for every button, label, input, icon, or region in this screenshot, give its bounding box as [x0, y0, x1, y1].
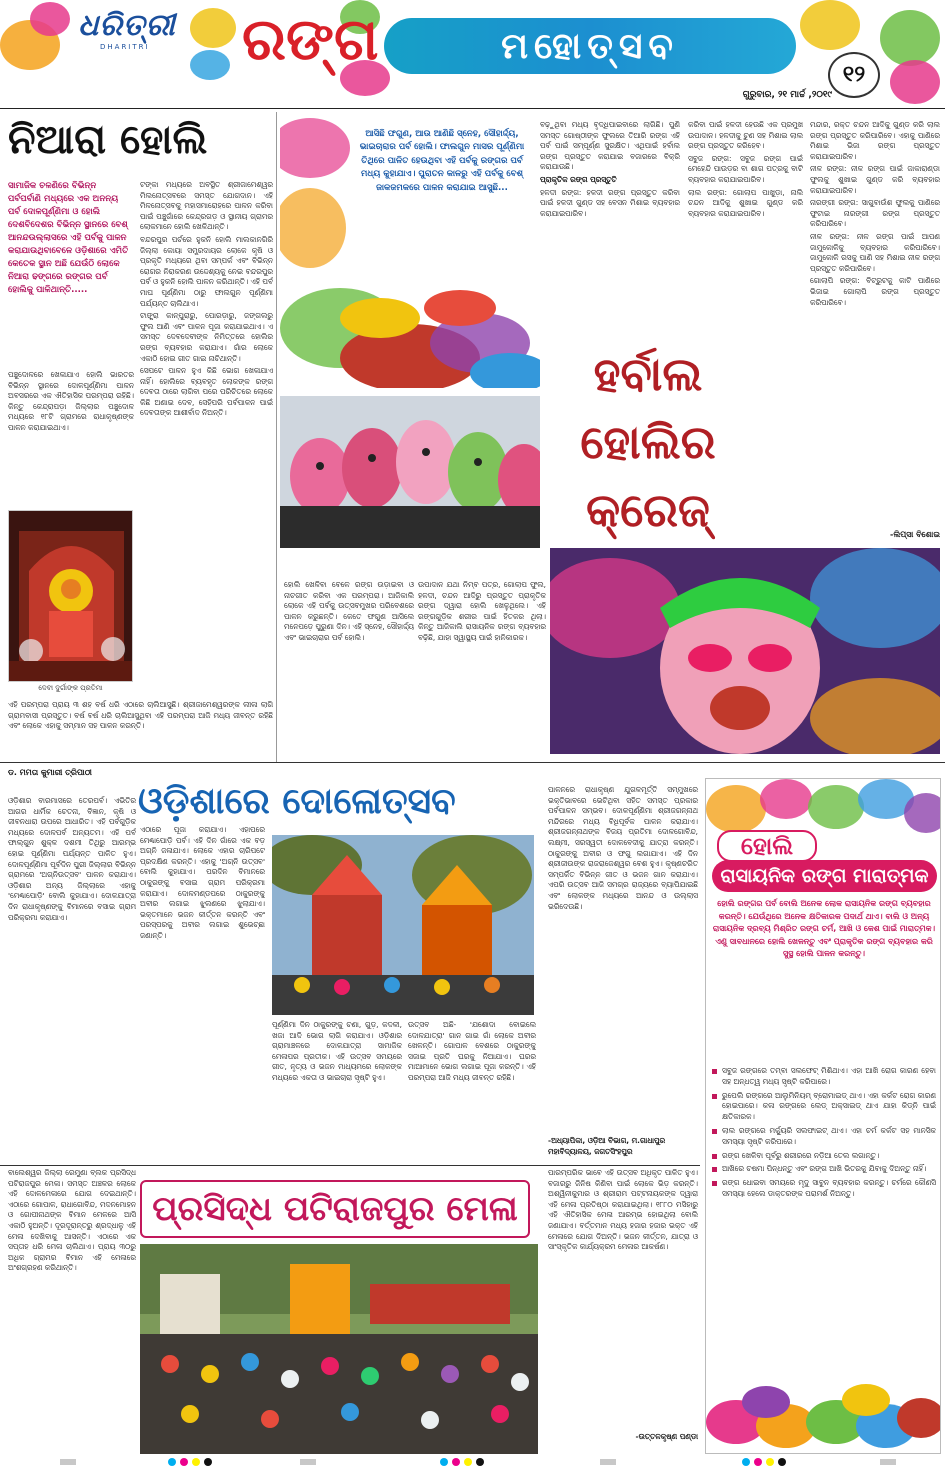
- page-number: ୧୨: [828, 52, 880, 98]
- yellow-mark: [192, 1458, 200, 1466]
- paragraph: ସବୁଜ ରଙ୍ଗ: ସବୁଜ ରଙ୍ଗ ପାଇଁ ମେହେନ୍ଦି ପାଉଡ଼ର ବା ଶାଗ ପତ୍ରକୁ ବାଟି ବ୍ୟବହାର କରାଯାଇପାରିବ।: [688, 153, 803, 184]
- feature-column-1: [540, 120, 680, 340]
- list-item: ରୁପେଲି ରଙ୍ଗରେ ଆଲୁମିନିୟମ୍ ବ୍ରୋମାଇଡ୍ ଥାଏ। ଏହା କର୍କଟ ରୋଗ କାରଣ ହୋଇପାରେ। କଳା ରଙ୍ଗରେ ଲେଡ୍ ଅକ୍ସାଇଡ୍ ଥାଏ ଯାହା କିଡ୍‌ନି ପାଇଁ କ୍ଷତିକାରକ।: [712, 1091, 936, 1123]
- mela-column-1: ବାଲେଶ୍ୱର ଜିଲ୍ଲା ରେମୁଣା ବ୍ଲକ ପ୍ରସିଦ୍ଧ ପଟିରାଜପୁର ମେଳା। ସମସ୍ତ ଅଞ୍ଚଳର ଲୋକେ ଏହି ଦୋଳମେଳାରେ ଯୋଗ ଦେଇଥାନ୍ତି। ଏଠାରେ ଗୋପାଳ, ରାଧାଗୋବିନ୍ଦ, ମଦନମୋହନ ଓ ଗୋପୀନାଥଙ୍କ ବିମାନ ମେଳରେ ଆସି ଏକାଠି ହୁଅନ୍ତି। ଦୂରଦୂରାନ୍ତରୁ ଶ୍ରଦ୍ଧାଳୁ ଏହି ମେଳା ଦେଖିବାକୁ ଆସନ୍ତି। ଏଠାରେ ଏକ ସପ୍ତାହ ଧରି ମେଳା ଚାଲିଥାଏ। ପ୍ରାୟ ୩୦ରୁ ଅଧିକ ଗ୍ରାମର ବିମାନ ଏହି ମେଳାରେ ଅଂଶଗ୍ରହଣ କରିଥାନ୍ତି।: [8, 1168, 136, 1273]
- color-splash: [30, 2, 70, 36]
- photo-caption: ଦେବୀ ଦୁର୍ଗାଙ୍କ ପ୍ରତିମା: [38, 684, 103, 692]
- paragraph: ନୀଳ ରଙ୍ଗ: ନୀଳ ରଙ୍ଗ ପାଇଁ ଆପଣ ଜାମୁକୋଳିକୁ ବ୍ୟବହାର କରିପାରିବେ। ଜାମୁକୋଳି ରସକୁ ପାଣି ସହ ମିଶାଇ ନୀଳ ରଙ୍ଗ ପ୍ରସ୍ତୁତ କରିପାରିବେ।: [810, 231, 940, 273]
- subheading: ପ୍ରାକୃତିକ ରଙ୍ଗ ପ୍ରସ୍ତୁତି: [540, 174, 617, 184]
- feature-column-3: [810, 120, 940, 544]
- black-mark: [204, 1458, 212, 1466]
- feature-author: -ଲିପ୍ସା ବିଶୋଇ: [890, 530, 940, 539]
- odisha-column-5: ପାଳନରେ ରାଧାକୃଷ୍ଣ ଯୁଗଳମୂର୍ତ୍ତି ସମ୍ମୁଖରେ ଭକ୍ତିଭାବରେ ଭେଟିଥିବା ସହିତ ସମସ୍ତ ପ୍ରକାର ପର୍ବପାଳନ ସମ୍ଭବ। ଦୋଳପୂର୍ଣ୍ଣିମା ଶ୍ରୀଜଗନ୍ନାଥ ମନ୍ଦିରରେ ମଧ୍ୟ ବିଧିପୂର୍ବକ ପାଳନ କରାଯାଏ। ଶ୍ରୀଜଗନ୍ନାଥଙ୍କ ବିଜୟ ପ୍ରତିମା ଦୋଳଗୋବିନ୍ଦ, ଲକ୍ଷ୍ମୀ, ସରସ୍ୱତୀ ଦୋଳବେଦୀକୁ ଯାତ୍ରା କରନ୍ତି। ଠାକୁରଙ୍କୁ ଅବୀର ଓ ଫଗୁ ଲଗାଯାଏ। ଏହି ଦିନ ଶ୍ରୀଜୀଉଙ୍କ ରାଜରାଜେଶ୍ୱର ବେଶ ହୁଏ। କୃଷ୍ଣଚରିତ ସମ୍ପର୍କିତ ବିଭିନ୍ନ ଗୀତ ଓ ଭଜନ ଗାନ କରାଯାଏ। ଏପରି ଉତ୍ସବ ଆଜି ସମଗ୍ର ରାଜ୍ୟରେ ବ୍ୟାପିଯାଇଛି ଏବଂ ଲୋକଙ୍କ ମଧ୍ୟରେ ଆନନ୍ଦ ଓ ଉଲ୍ଲାସ ଭରିଦେଉଛି।: [548, 785, 698, 911]
- paragraph: ଟାଙ୍ଗ୍ରା କାନ୍‌ପୁରାରୁ, ପୋରଡ଼ାରୁ, ଜଙ୍ଗଲରୁ ଫୁଲ ଆଣି ଏବଂ ପାଳନ ପୂଜା କରାଯାଇଥାଏ। ଏ ସମସ୍ତ ଦେବଦେବୀଙ୍କ ନିମିତ୍ତରେ ହୋଲିର ରଙ୍ଗ ବ୍ୟବହାର କରାଯାଏ। ଗାଁର ଲୋକେ ଏକାଠି ହୋଇ ଗୀତ ଗାଇ ନାଚିଥାନ୍ତି।: [140, 311, 273, 363]
- cyan-mark: [168, 1458, 176, 1466]
- masthead-divider: [0, 108, 945, 109]
- list-item: ସବୁଜ ରଙ୍ଗରେ ତମ୍ବା ସଲଫେଟ୍ ମିଶିଥାଏ। ଏହା ଆଖି ରୋଗ କାରଣ ହେବା ସହ ଅନ୍ଧତ୍ୱ ମଧ୍ୟ ସୃଷ୍ଟି କରିପାରେ।: [712, 1066, 936, 1088]
- paragraph: ଗୋଲାପି ରଙ୍ଗ: ବିଟ୍‌ରୁଟକୁ କାଟି ପାଣିରେ ଭିଜାଇ ଗୋଲାପି ରଙ୍ଗ ପ୍ରସ୍ତୁତ କରିପାରିବେ।: [810, 276, 940, 307]
- paragraph: ସେପଟେ ପାଳନ ହୁଏ କିଛି ଭୋଗ ଖେଳାଯାଏ ନାହିଁ। ହୋଲିରେ ବ୍ୟବହୃତ ଲୋକଙ୍କ ରଙ୍ଗ ଦେବତା ଠାରେ ଲାଗିବା ପରେ ପରିଚିତରେ ଲୋକେ କିଛି ଅଣାଇ ଦେବ, ସେହିପରି ପର୍ବପାଳନ ପାଇଁ ଦେବତାଙ୍କ ଆଶୀର୍ବାଦ ନିଅନ୍ତି।: [140, 366, 273, 418]
- registration-bar: [600, 1459, 616, 1465]
- paragraph: ଓଡ଼ିଶାର ବାରମାସରେ ତେରପର୍ବ। ଏଭିତିର ଆଗର ଧାର୍ମିକ ଚେତନା, ବିଜ୍ଞାନ, କୃଷି ଓ ଜୀବନଧାରା ଉପରେ ଆଧାରିତ। ଏହି ପର୍ବଗୁଡ଼ିକ ମଧ୍ୟରେ ଦୋଳପର୍ବ ଅନ୍ୟତମ। ଏହି ପର୍ବ ଫାଲ୍‌ଗୁନ ଶୁକ୍ଳ ଦଶମୀ ତିଥିରୁ ଆରମ୍ଭ ହୋଇ ପୂର୍ଣ୍ଣିମା ପର୍ଯ୍ୟନ୍ତ ପାଳିତ ହୁଏ। ଦୋଳପୂର୍ଣ୍ଣିମା ପୂର୍ବଦିନ ପୁରୀ ଜିଲ୍ଲାର ବିଭିନ୍ନ ଗ୍ରାମରେ 'ଅଗ୍ନିଉତ୍ସବ' ପାଳନ କରାଯାଏ। ଓଡ଼ିଶାର ଅନ୍ୟ ଜିଲ୍ଲାରେ ଏହାକୁ 'ମେଣ୍ଢାପୋଡ଼ି' ବୋଲି କୁହାଯାଏ। ଦୋଳଯାତ୍ରା ଦିନ ରାଧାକୃଷ୍ଣଙ୍କୁ ବିମାନରେ ବସାଇ ଗ୍ରାମ ପରିକ୍ରମା କରାଯାଏ।: [8, 796, 136, 922]
- headline-line: ହର୍ବାଲ: [593, 347, 703, 401]
- black-mark: [476, 1458, 484, 1466]
- paragraph: ବନ୍ଦରପୁର ପର୍ଚରେ ହୁକନି ହୋଲି ମାଲକାନଗିରି ଜିଲ୍ଲା କୋୟା ସମ୍ପ୍ରଦାୟର ଲୋକେ କୃଷି ଓ ପ୍ରକୃତି ମଧ୍ୟରେ ଥିବା ସମ୍ପର୍କ ଏବଂ ବିଭିନ୍ନ ରୋଗର ନିରାକରଣ ଉଦ୍ଦେଶ୍ୟକୁ ନେଇ ବନ୍ଦରପୁର ପର୍ବ ଓ ହୁକନି ହୋଲି ପାଳନ କରିଥାନ୍ତି। ଏହି ପର୍ବ ମାଘ ପୂର୍ଣ୍ଣିମା ଠାରୁ ଫାଲଗୁନ ପୂର୍ଣ୍ଣିମା ପର୍ଯ୍ୟନ୍ତ ଚାଲିଥାଏ।: [140, 234, 273, 308]
- odisha-author: -ଅଧ୍ୟାପିକା, ଓଡ଼ିଆ ବିଭାଗ, ମ.ଗାଧାପୁର ମହାବିଦ୍ୟାଳୟ, ଜଗତସିଂହପୁର: [548, 1136, 666, 1156]
- registration-bar: [60, 1459, 76, 1465]
- feature-intro: ଆସିଛି ଫଗୁଣ, ଆଉ ଆଣିଛି ସ୍ନେହ, ସୌହାର୍ଦ୍ଦ୍ୟ, ଭାଇଚାରାର ପର୍ବ ହୋଲି। ଫାଲଗୁନ ମାସର ପୂର୍ଣ୍ଣିମା ତିଥିରେ ପାଳିତ ହେଉଥିବା ଏହି ପର୍ବକୁ ରଙ୍ଗର ପର୍ବ ମଧ୍ୟ କୁହାଯାଏ। ପୁରାତନ କାଳରୁ ଏହି ପର୍ବକୁ ବେଶ୍ ଜାକଜମକରେ ପାଳନ କରାଯାଇ ଆସୁଛି...: [359, 129, 525, 193]
- masthead-rang: ରଙ୍ଗ: [242, 5, 379, 73]
- color-splash: [890, 60, 940, 104]
- cyan-mark: [440, 1458, 448, 1466]
- registration-bar: [880, 1459, 896, 1465]
- section-divider: [0, 762, 945, 763]
- chem-heading: ରାସାୟନିକ ରଙ୍ଗ ମାରାତ୍ମକ: [712, 860, 937, 892]
- feature-bottom-column-1: ହୋଲି ଖେଳିବା ବେଳେ ରଙ୍ଗ ଉଡ଼ାଇବା ଓ ନାଚଗୀତ କରିବା ଏକ ପରମ୍ପରା। ଆଜିକାଲି ଲୋକେ ଏହି ପର୍ବକୁ ଉତ୍ସବମୁଖର ପରିବେଶରେ ପାଳନ କରୁଛନ୍ତି। କେତେ ଫଗୁଣ ଆସିଲେ ମନେପଡ଼େ ପୁରୁଣା ଦିନ। ଏହି ସ୍ନେହ, ସୌହାର୍ଦ୍ଦ୍ୟ ଏବଂ ଭାଇଚାରାର ପର୍ବ ହୋଲି।: [284, 580, 414, 642]
- magenta-mark: [754, 1458, 762, 1466]
- dateline: ଗୁରୁବାର, ୨୧ ମାର୍ଚ୍ଚ ,୨୦୧୯: [742, 90, 832, 100]
- feature-column-2: [688, 120, 803, 350]
- chem-intro: ହୋଲି ରଙ୍ଗର ପର୍ବ ବୋଲି ଅନେକ ଲୋକ ରାସାୟନିକ ରଙ୍ଗ ବ୍ୟବହାର କରନ୍ତି। ଯେଉଁଥିରେ ଅନେକ କ୍ଷତିକାରକ ପଦାର୍ଥ ଥାଏ। ବାଲି ଓ ଅନ୍ୟ ରାସାୟନିକ ଦ୍ରବ୍ୟ ମିଶ୍ରିତ ରଙ୍ଗ ଚର୍ମ, ଆଖି ଓ କେଶ ପାଇଁ ମାରାତ୍ମକ। ଏଣୁ ସାବଧାନରେ ହୋଲି ଖେଳନ୍ତୁ ଏବଂ ପ୍ରାକୃତିକ ରଙ୍ଗ ବ୍ୟବହାର କରି ସୁସ୍ଥ ହୋଲି ପାଳନ କରନ୍ତୁ।: [712, 899, 936, 959]
- color-powder-photo: [706, 1352, 940, 1452]
- logo-subtitle: DHARITRI: [100, 43, 150, 51]
- temple-idol-photo: [8, 510, 133, 682]
- chem-heading-holi: ହୋଲି: [717, 830, 817, 862]
- list-item: ଆଖିରେ ଚଷମା ପିନ୍ଧନ୍ତୁ ଏବଂ ରଙ୍ଗ ଆଖି ଭିତରକୁ ଯିବାକୁ ଦିଅନ୍ତୁ ନାହିଁ।: [712, 1164, 936, 1175]
- odisha-byline: ଡ. ମମତା କୁମାରୀ ତ୍ରିପାଠୀ: [8, 768, 92, 777]
- list-item: ଲାଲ ରଙ୍ଗରେ ମର୍କ୍ୟୁରି ସଲଫାଇଟ୍ ଥାଏ। ଏହା ଚର୍ମ କର୍କଟ ସହ ମାନସିକ ସମସ୍ୟା ସୃଷ୍ଟି କରିପାରେ।: [712, 1126, 936, 1148]
- registration-bar: [300, 1459, 316, 1465]
- column-divider: [276, 112, 277, 762]
- odisha-column-2: ଏଠାରେ ପୂଜା କରାଯାଏ। ଏହାପରେ ମେଣ୍ଢାପୋଡ଼ି ପର୍ବ। ଏହି ଦିନ ଗାଁରେ ଏକ ବଡ଼ ଅଗ୍ନି ଜଳାଯାଏ। ଲୋକେ ଏହାର ଚାରିପଟେ ପ୍ରଦକ୍ଷିଣ କରନ୍ତି। ଏହାକୁ 'ଅଗ୍ନି ଉତ୍ସବ' ବୋଲି କୁହାଯାଏ। ପରଦିନ ବିମାନରେ ଠାକୁରଙ୍କୁ ବସାଇ ଗ୍ରାମ ପରିକ୍ରମା କରାଯାଏ। ଦୋଳମଣ୍ଡପରେ ଠାକୁରଙ୍କୁ ଅବୀର ଲଗାଇ ଝୁଲଣରେ ଝୁଲାଯାଏ। ଭକ୍ତମାନେ ଭଜନ କୀର୍ତ୍ତନ କରନ୍ତି ଏବଂ ପରସ୍ପରକୁ ଅବୀର ଲଗାଇ ଶୁଭେଚ୍ଛା ଜଣାନ୍ତି।: [140, 825, 265, 940]
- mela-headline: ପ୍ରସିଦ୍ଧ ପଟିରାଜପୁର ମେଳା: [140, 1180, 530, 1238]
- headline-line: ହୋଲିର: [580, 415, 716, 469]
- mela-crowd-photo: [140, 1244, 538, 1454]
- lead-bottom-paragraph: ଏହି ପରମ୍ପରା ପ୍ରାୟ ୩ ଶହ ବର୍ଷ ଧରି ଏଠାରେ ଚାଲିଆସୁଛି। ଶ୍ରୀଜାମେଶ୍ୱରଙ୍କ ଲୀଳା ଲାଗି ଗ୍ରାମବାସୀ ପ୍ରସ୍ତୁତ। ବର୍ଷ ବର୍ଷ ଧରି ଚାଲିଆସୁଥିବା ଏହି ପରମ୍ପରା ଆଜି ମଧ୍ୟ ଜୀବନ୍ତ ରହିଛି ଏବଂ ଲୋକେ ଏହାକୁ ସମ୍ମାନ ସହ ପାଳନ କରନ୍ତି।: [8, 700, 273, 731]
- section-divider: [0, 1165, 700, 1166]
- mela-column-2: ପାରମ୍ପରିକ ଭାବେ ଏହି ଉତ୍ସବ ଅଧିକୃତ ପାଳିତ ହୁଏ। ବଜାରରୁ ଜିନିଷ କିଣିବା ପାଇଁ ଲୋକେ ଭିଡ଼ କରନ୍ତି। ଅଶ୍ୱିନୀକୁମାର ଓ ଶ୍ରୀରାମ ପଟ୍ଟନାୟକଙ୍କ ଦ୍ୱାରା ଏହି ମେଳା ପ୍ରତିଷ୍ଠା କରାଯାଇଥିଲା। ୧୮୮୦ ମସିହାରୁ ଏହି ଐତିହାସିକ ମେଳା ଆରମ୍ଭ ହୋଇଥିଲା ବୋଲି ଜଣାଯାଏ। ବର୍ତ୍ତମାନ ମଧ୍ୟ ହଜାର ହଜାର ଭକ୍ତ ଏହି ମେଳାରେ ଯୋଗ ଦିଅନ୍ତି। ଭଜନ କୀର୍ତ୍ତନ, ଯାତ୍ରା ଓ ସାଂସ୍କୃତିକ କାର୍ଯ୍ୟକ୍ରମ ମେଳାର ଆକର୍ଷଣ।: [548, 1168, 698, 1252]
- mela-author: -ଉତ୍ତଳକୃଷ୍ଣ ପଣ୍ଡା: [635, 1432, 698, 1441]
- lead-body-column-1: [8, 370, 134, 500]
- paragraph: ନୀଳ ରଙ୍ଗ: ନୀଳ ରଙ୍ଗ ପାଇଁ ଜାକାରାଣ୍ଡା ଫୁଲକୁ ଶୁଖାଇ ଗୁଣ୍ଡ କରି ବ୍ୟବହାର କରାଯାଇପାରିବ।: [810, 164, 940, 195]
- chem-bullet-list: [712, 1066, 936, 1356]
- print-registration-strip: [0, 1456, 945, 1468]
- paragraph: କରିବା ପାଇଁ ହଳଦୀ ହେଉଛି ଏକ ପ୍ରମୁଖ ଉପାଦାନ। ହଳଦୀକୁ ଚୁଣ ସହ ମିଶାଇ ଲାଲ ରଙ୍ଗ ପ୍ରସ୍ତୁତ କରିହେବ।: [688, 120, 803, 151]
- lead-headline: ନିଆରା ହୋଲି: [8, 116, 208, 163]
- color-splash: [880, 10, 940, 66]
- odisha-headline: ଓଡ଼ିଶାରେ ଦୋଳୋତ୍ସବ: [138, 780, 456, 822]
- masthead: [0, 0, 945, 108]
- cyan-mark: [742, 1458, 750, 1466]
- paragraph: ଲାଲ ରଙ୍ଗ: ଗୋଲାପ ପାଖୁଡ଼ା, ନାଲି ଚନ୍ଦନ ଆଦିକୁ ଶୁଖାଇ ଗୁଣ୍ଡ କରି ବ୍ୟବହାର କରାଯାଇପାରିବ।: [688, 187, 803, 218]
- lead-body-column-2: [140, 180, 273, 680]
- color-splash: [800, 0, 860, 50]
- color-splash: [190, 50, 230, 80]
- paragraph: ପଞ୍ଚୁଦୋଳରେ ଖେଳାଯାଏ ହୋଲି ଭାରତର ବିଭିନ୍ନ ସ୍ଥାନରେ ଦୋଳପୂର୍ଣ୍ଣିମା ପାଳନ ଅବସରରେ ଏକ ଐତିହାସିକ ପରମ୍ପରା ରହିଛି। କିନ୍ତୁ କେନ୍ଦ୍ରାପଡ଼ା ଜିଲ୍ଲାର ପଞ୍ଚୁଦୋଳ ମଧ୍ୟରେ ୧୮ଟି ଗ୍ରାମରେ ରାଧାକୃଷ୍ଣଙ୍କ ପାଳନ କରାଯାଇଥାଏ।: [8, 370, 134, 432]
- black-mark: [778, 1458, 786, 1466]
- logo-text: ଧରିତ୍ରୀ: [78, 8, 176, 43]
- paragraph: ହଳଦୀ ରଙ୍ଗ: ହଳଦୀ ରଙ୍ଗ ପ୍ରସ୍ତୁତ କରିବା ପାଇଁ ହଳଦୀ ଗୁଣ୍ଡ ସହ ବେସନ ମିଶାଇ ବ୍ୟବହାର କରାଯାଇପାରିବ।: [540, 187, 680, 218]
- list-item: ରଙ୍ଗ ଖେଳିବା ପୂର୍ବରୁ ଶରୀରରେ ନଡ଼ିଆ ତେଲ ଲଗାନ୍ତୁ।: [712, 1151, 936, 1162]
- odisha-column-4: ଉତ୍ସବ ଅଛି- 'ଯଶୋଦା ବୋଇଲେ ଦୋଳଯାତ୍ରା' ଗାନ ଗାଇ ଗାଁ ଲୋକେ ଅବୀର ଖେଳନ୍ତି। ଗୋପାଳ ବେଶରେ ଠାକୁରଙ୍କୁ ସଜାଇ ପ୍ରତି ଘରକୁ ନିଆଯାଏ। ଘରର ମାଆମାନେ ଭୋଗ ଲଗାଇ ପୂଜା କରନ୍ତି। ଏହି ପରମ୍ପରା ଆଜି ମଧ୍ୟ ଜୀବନ୍ତ ରହିଛି।: [408, 1020, 536, 1082]
- list-item: ରଙ୍ଗ ଧୋଇବା ସମୟରେ ମୃଦୁ ସାବୁନ ବ୍ୟବହାର କରନ୍ତୁ। ଚର୍ମରେ କୌଣସି ସମସ୍ୟା ହେଲେ ଡାକ୍ତରଙ୍କ ପରାମର୍ଶ ନିଅନ୍ତୁ।: [712, 1178, 936, 1200]
- paragraph: ନାରଙ୍ଗୀ ରଙ୍ଗ: ସାଗୁବାଉଁଶ ଫୁଲକୁ ପାଣିରେ ଫୁଟାଇ ନାରଙ୍ଗୀ ରଙ୍ଗ ପ୍ରସ୍ତୁତ କରିପାରିବେ।: [810, 198, 940, 229]
- yellow-mark: [766, 1458, 774, 1466]
- newspaper-logo[interactable]: [78, 8, 178, 66]
- lead-intro: ସାମାଜିକ ଚଳଣିରେ ବିଭିନ୍ନ ପର୍ବପର୍ବାଣି ମଧ୍ୟରେ ଏକ ଅନନ୍ୟ ପର୍ବ ଦୋଳପୂର୍ଣ୍ଣିମା ଓ ହୋଲି ଦେଶବିଦେଶର ବିଭିନ୍ନ ସ୍ଥାନରେ ବେଶ୍ ଆନନ୍ଦଉଲ୍ଲାସରେ ଏହି ପର୍ବକୁ ପାଳନ କରାଯାଉଥିବାବେଳେ ଓଡ଼ିଶାରେ ଏମିତି କେତେକ ସ୍ଥାନ ଅଛି ଯେଉଁଠି ଲୋକେ ନିଆରା ଢଙ୍ଗରେ ରଙ୍ଗର ପର୍ବ ହୋଲିକୁ ପାଳିଥାନ୍ତି.....: [8, 181, 129, 295]
- magenta-mark: [452, 1458, 460, 1466]
- feature-headline: [548, 340, 748, 546]
- headline-line: କ୍ରେଜ୍: [586, 483, 710, 537]
- paragraph: ଟଙ୍କା ମଧ୍ୟରେ ଅବସ୍ଥିତ ଶ୍ରୀଜାମେଶ୍ୱର ମିଲନୋତ୍ସବରେ ସମସ୍ତ ଯୋଗଦାନ। ଏହି ମିଳନୋତ୍ସବକୁ ମହାସମାରୋହରେ ପାଳନ କରିବା ପାଇଁ ପଞ୍ଚୁଗାଁରେ କେନ୍ଦ୍ରଗଡ଼ ଓ ସ୍ଥାନୀୟ ଗ୍ରାମର ଲୋକମାନେ ହୋଲି ଖେଳିଥାନ୍ତି।: [140, 180, 273, 232]
- woman-celebrating-photo: [550, 548, 940, 754]
- color-splash: [190, 8, 236, 48]
- masthead-title: ମହୋତ୍ସବ: [384, 18, 796, 74]
- chariot-photo: [272, 835, 534, 1015]
- odisha-column-3: ପୂର୍ଣ୍ଣିମା ଦିନ ଠାକୁରଙ୍କୁ ଚଣା, ଗୁଡ଼, କଦଳୀ, ଖଜା ଆଦି ଭୋଗ ଲାଗି କରାଯାଏ। ଓଡ଼ିଶାର ଗ୍ରାମାଞ୍ଚଳରେ ଦୋଳଯାତ୍ରା ସାମାଜିକ ମେଳାପର ପ୍ରତୀକ। ଏହି ଉତ୍ସବ ସମୟରେ ଗୀତ, ନୃତ୍ୟ ଓ ଭଜନ ମାଧ୍ୟମରେ ଲୋକଙ୍କ ମଧ୍ୟରେ ଏକତା ଓ ଭାଇଚାରା ସୃଷ୍ଟି ହୁଏ।: [272, 1020, 402, 1082]
- girls-holi-photo: [280, 396, 540, 548]
- yellow-mark: [464, 1458, 472, 1466]
- paragraph: ବଢ଼ୁଥିବା ମଧ୍ୟ ବୃଦ୍ଧିପାଇବାରେ ଲାଗିଛି। ପୁଣି ସମସ୍ତ ଗୋଷ୍ଠୀଙ୍କ ଫୁଲରେ ତିଆରି ରଙ୍ଗ ଏହି ପର୍ବ ପାଇଁ ସମ୍ପୂର୍ଣ୍ଣ ସୁରକ୍ଷିତ। ଏଥିପାଇଁ ହର୍ବାଲ ରଙ୍ଗ ପ୍ରସ୍ତୁତ କରାଯାଇ ବଜାରରେ ବିକ୍ରି କରାଯାଉଛି।: [540, 120, 680, 172]
- magenta-mark: [180, 1458, 188, 1466]
- feature-bottom-column-2: ଉପାଦାନ ଯଥା ନିମ୍ବ ପତ୍ର, ଗୋଲାପ ଫୁଲ, ହଳଦୀ, ଚନ୍ଦନ ଆଦିରୁ ପ୍ରସ୍ତୁତ ପ୍ରାକୃତିକ ରଙ୍ଗ ଦ୍ୱାରା ହୋଲି ଖେଳୁଥିଲେ। ଏହି ରଙ୍ଗଗୁଡ଼ିକ ଶରୀର ପାଇଁ ହିତକର ଥିଲା। କିନ୍ତୁ ଆଜିକାଲି ରାସାୟନିକ ରଙ୍ଗ ବ୍ୟବହାର ବଢ଼ିଛି, ଯାହା ସ୍ୱାସ୍ଥ୍ୟ ପାଇଁ ହାନିକାରକ।: [418, 580, 546, 642]
- paragraph: ମନ୍ଦାର, ରକ୍ତ ଚନ୍ଦନ ଆଦିକୁ ଗୁଣ୍ଡ କରି ଲାଲ ରଙ୍ଗ ପ୍ରସ୍ତୁତ କରିପାରିବେ। ଏହାକୁ ପାଣିରେ ମିଶାଇ ଭିଜା ରଙ୍ଗ ପ୍ରସ୍ତୁତ କରାଯାଇପାରିବ।: [810, 120, 940, 161]
